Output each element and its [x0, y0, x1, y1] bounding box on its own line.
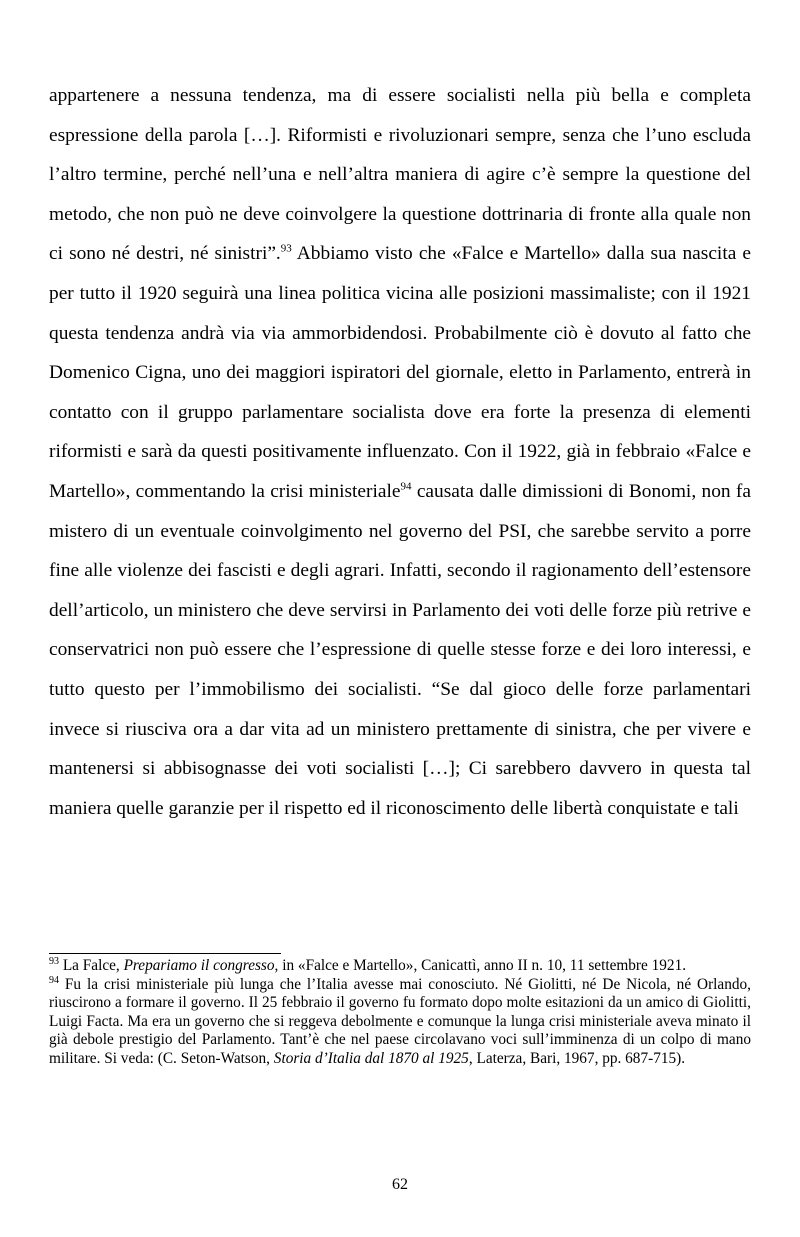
footnote-ref-93[interactable]: 93 — [280, 242, 292, 255]
footnote-text: Fu la crisi ministeriale più lunga che l’Italia avesse mai conosciuto. Né Giolitti, né De Nicola, né Orlando, riuscirono a formare il governo. Il 25 febbraio il governo fu formato dopo molte esitazioni da un amico di Giolitti, Luigi Facta. Ma era un governo che si reggeva debolmente e comunque la lunga crisi ministeriale aveva minato il già debole prestigio del Parlamento. Tant’è che nel paese circolavano voci sull’imminenza di un colpo di mano militare. Si veda: (C. Seton-Watson, — [49, 975, 751, 1067]
footnote-93 — [49, 957, 751, 976]
body-text-segment: Abbiamo visto che «Falce e Martello» dalla sua nascita e per tutto il 1920 seguirà una linea politica vicina alle posizioni massimaliste; con il 1921 questa tendenza andrà via via ammorbidendosi. Probabilmente ciò è dovuto al fatto che Domenico Cigna, uno dei maggiori ispiratori del giornale, eletto in Parlamento, entrerà in contatto con il gruppo parlamentare socialista dove era forte la presenza di elementi riformisti e sarà da questi positivamente influenzato. Con il 1922, già in febbraio «Falce e Martello», commentando la crisi ministeriale — [49, 243, 751, 502]
footnote-number: 93 — [49, 955, 59, 967]
footnote-ref-94[interactable]: 94 — [400, 480, 412, 493]
footnote-94 — [49, 976, 751, 1069]
footnote-text: , Laterza, Bari, 1967, pp. 687-715). — [468, 1049, 686, 1067]
footnote-title: Prepariamo il congresso — [123, 957, 275, 974]
footnote-text: , in «Falce e Martello», Canicattì, anno II n. 10, 11 settembre 1921. — [274, 957, 687, 974]
footnote-number: 94 — [49, 974, 59, 986]
body-text-segment: causata dalle dimissioni di Bonomi, non fa mistero di un eventuale coinvolgimento nel governo del PSI, che sarebbe servito a porre fine alle violenze dei fascisti e degli agrari. Infatti, secondo il ragionamento dell’estensore dell’articolo, un ministero che deve servirsi in Parlamento dei voti delle forze più retrive e conservatrici non può essere che l’espressione di quelle stesse forze e dei loro interessi, e tutto questo per l’immobilismo dei socialisti. “Se dal gioco delle forze parlamentari invece si riusciva ora a dar vita ad un ministero prettamente di sinistra, che per vivere e mantenersi si abbisognasse dei voti socialisti […]; Ci sarebbero davvero in questa tal maniera quelle garanzie per il rispetto ed il riconoscimento delle libertà conquistate e tali — [49, 480, 751, 819]
body-paragraph — [49, 76, 751, 828]
page-number: 62 — [392, 1176, 408, 1193]
footnote-separator — [49, 953, 281, 954]
footnote-title: Storia d’Italia dal 1870 al 1925 — [273, 1049, 469, 1067]
footnote-text: La Falce, — [59, 957, 124, 974]
footnotes — [49, 957, 751, 1069]
body-text-segment: appartenere a nessuna tendenza, ma di essere socialisti nella più bella e completa espressione della parola […]. Riformisti e rivoluzionari sempre, senza che l’uno escluda l’altro termine, perché nell’una e nell’altra maniera di agire c’è sempre la questione del metodo, che non può ne deve coinvolgere la questione dottrinaria di fronte alla quale non ci sono né destri, né sinistri”. — [49, 85, 751, 265]
